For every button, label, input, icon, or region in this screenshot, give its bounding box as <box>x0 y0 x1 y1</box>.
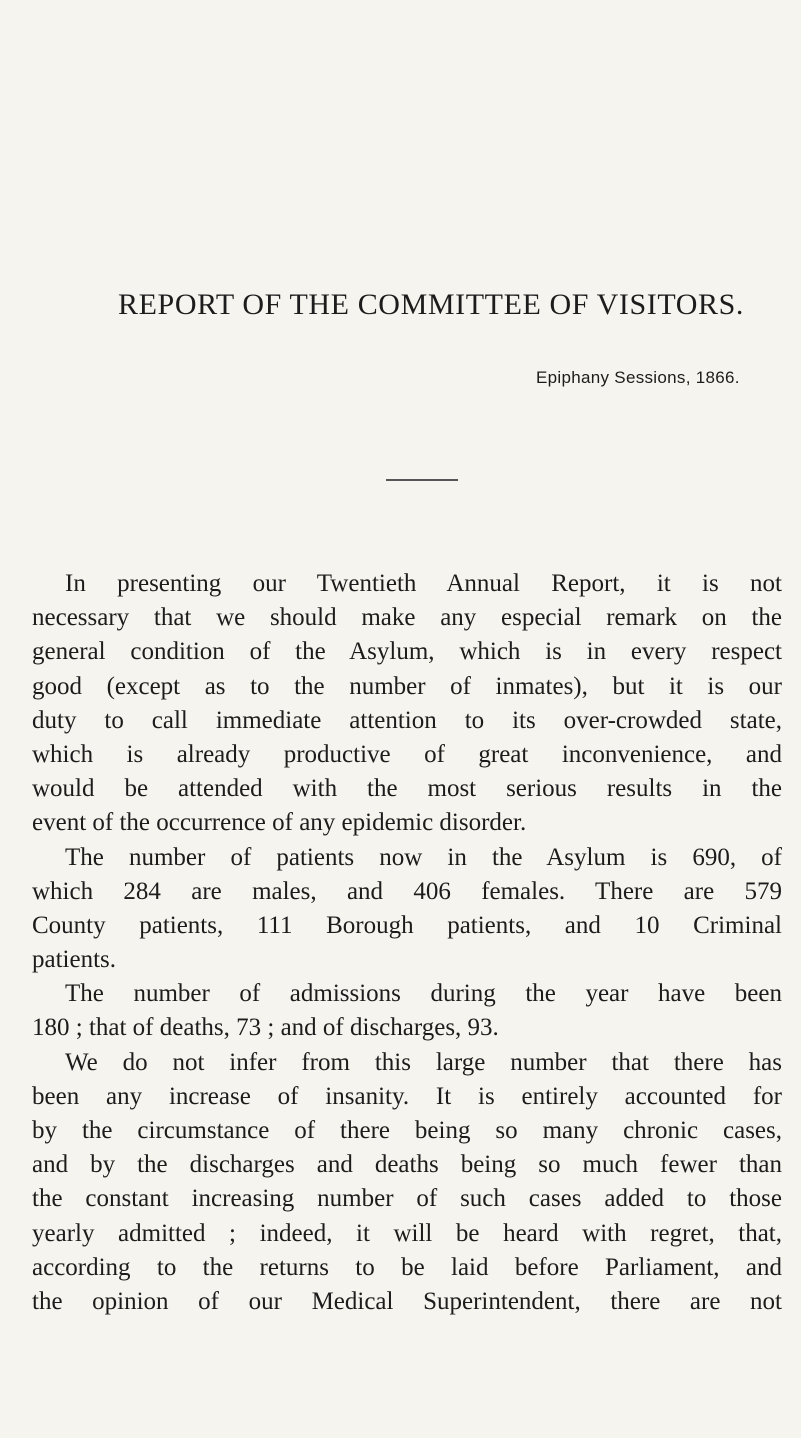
text-line: County patients, 111 Borough patients, and 10 Criminal <box>32 911 782 939</box>
text-line: We do not infer from this large number that there has <box>65 1048 782 1076</box>
text-line: the opinion of our Medical Superintendent, there are not <box>32 1287 782 1315</box>
section-divider <box>386 479 458 481</box>
text-line: duty to call immediate attention to its over-crowded state, <box>32 706 782 734</box>
text-line: event of the occurrence of any epidemic disorder. <box>32 809 527 837</box>
text-line: would be attended with the most serious results in the <box>32 775 782 803</box>
report-body <box>32 567 782 1319</box>
report-title: REPORT OF THE COMMITTEE OF VISITORS. <box>118 288 744 321</box>
text-line: The number of admissions during the year have been <box>65 980 782 1008</box>
text-line: In presenting our Twentieth Annual Report, it is not <box>65 570 782 597</box>
text-line: by the circumstance of there being so many chronic cases, <box>32 1117 782 1144</box>
text-line: which is already productive of great inconvenience, and <box>32 740 782 768</box>
text-line: the constant increasing number of such cases added to those <box>32 1185 782 1213</box>
text-line: necessary that we should make any especial remark on the <box>32 604 782 632</box>
session-date: Epiphany Sessions, 1866. <box>536 368 740 387</box>
text-line: The number of patients now in the Asylum is 690, of <box>65 843 782 871</box>
text-line: good (except as to the number of inmates), but it is our <box>32 672 782 700</box>
text-line: and by the discharges and deaths being so much fewer than <box>32 1151 782 1179</box>
text-line: yearly admitted ; indeed, it will be heard with regret, that, <box>32 1219 782 1247</box>
text-line: patients. <box>32 946 117 974</box>
text-line: 180 ; that of deaths, 73 ; and of discharges, 93. <box>32 1014 499 1042</box>
text-line: which 284 are males, and 406 females. There are 579 <box>32 877 782 905</box>
text-line: according to the returns to be laid before Parliament, and <box>32 1253 782 1281</box>
text-line: general condition of the Asylum, which is in every respect <box>32 638 782 666</box>
text-line: been any increase of insanity. It is entirely accounted for <box>32 1082 782 1110</box>
